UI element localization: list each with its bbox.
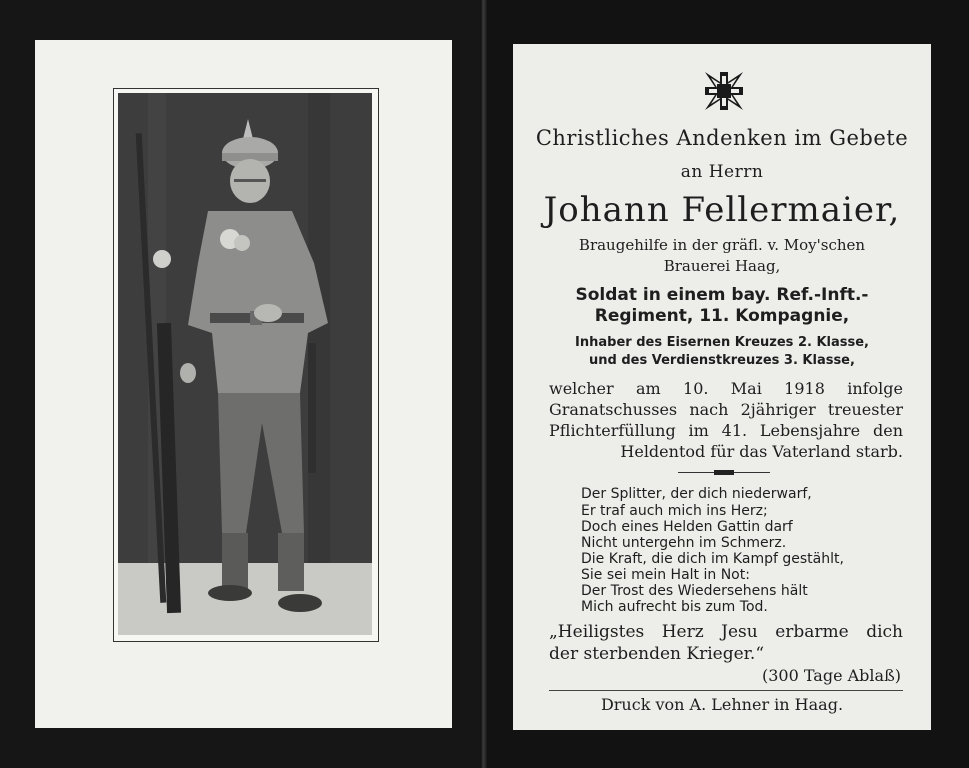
iron-cross-icon [701,68,747,114]
decoration-line: und des Verdienstkreuzes 3. Klasse, [589,353,855,368]
left-panel [35,40,452,728]
occupation-line: Braugehilfe in der gräfl. v. Moy'schen [578,236,866,254]
prayer-line: der sterbenden Krieger.“ [549,644,765,664]
poem-line: Doch eines Helden Gattin darf [581,519,793,535]
soldier-figure-icon [118,93,372,635]
poem-line: Er traf auch mich ins Herz; [581,503,768,519]
heading: Christliches Andenken im Gebete [535,126,909,150]
prayer-line: „Heiligstes Herz Jesu erbarme dich [549,622,903,642]
indulgence-note: (300 Tage Ablaß) [761,666,901,685]
to-line: an Herrn [680,162,764,182]
poem-line: Der Trost des Wiedersehens hält [581,583,808,599]
occupation-line: Brauerei Haag, [663,257,781,275]
poem-line: Mich aufrecht bis zum Tod. [581,599,768,615]
poem-line: Die Kraft, die dich im Kampf gestählt, [581,551,844,567]
body-line: welcher am 10. Mai 1918 infolge [549,379,903,398]
body-line: Heldentod für das Vaterland starb. [620,442,903,461]
body-line: Granatschusses nach 2jähriger treuester [549,400,903,419]
soldier-line: Soldat in einem bay. Ref.-Inft.- [575,285,869,305]
footer-rule [549,690,903,691]
right-panel [513,44,931,730]
poem-line: Nicht untergehn im Schmerz. [581,535,787,551]
soldier-line: Regiment, 11. Kompagnie, [594,306,850,326]
poem-line: Der Splitter, der dich niederwarf, [581,486,812,502]
deceased-name: Johann Fellermaier, [543,190,901,230]
photo-frame [113,88,379,642]
poem-line: Sie sei mein Halt in Not: [581,567,750,583]
divider [678,472,770,473]
soldier-photo [118,93,372,635]
fold-crease [480,0,488,768]
body-line: Pflichterfüllung im 41. Lebensjahre den [549,421,903,440]
decoration-line: Inhaber des Eisernen Kreuzes 2. Klasse, [575,335,869,350]
printer-credit: Druck von A. Lehner in Haag. [600,695,844,714]
